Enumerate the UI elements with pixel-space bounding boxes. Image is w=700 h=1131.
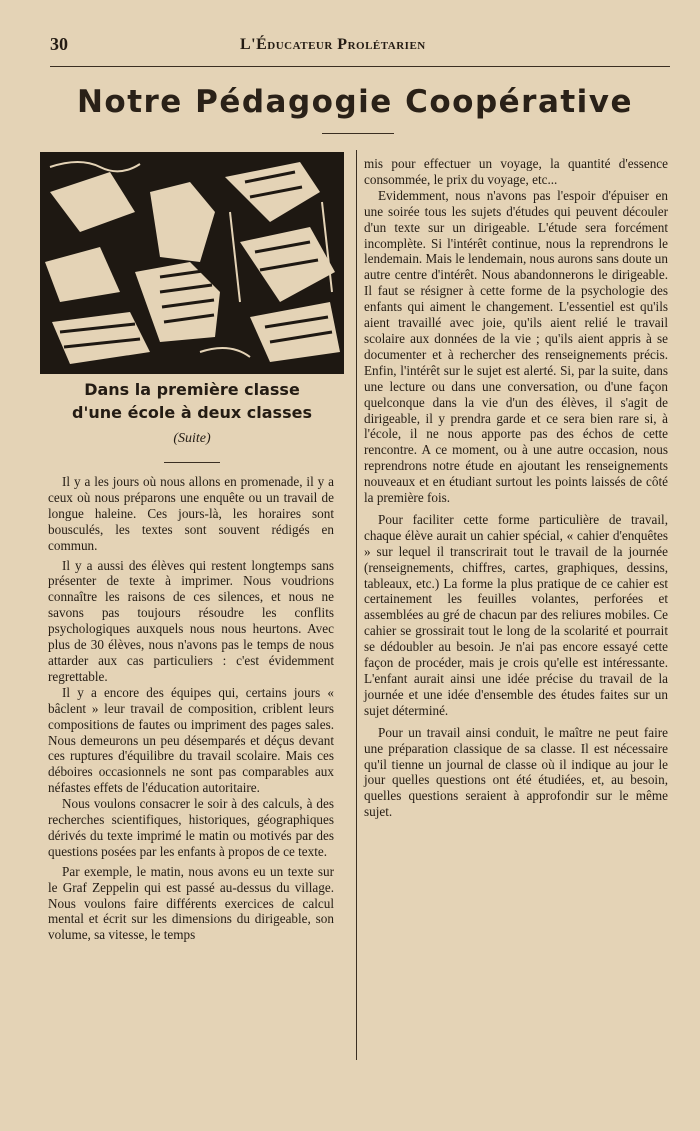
paragraph: Pour un travail ainsi conduit, le maître ne peut faire une préparation classique de sa classe. Il est nécessaire qu'il tienne un journal de classe où il indique au jour le jour quelles questions ont été étudiées, et, au besoin, quelles questions seraient à approfondir sur le même sujet. [364,724,668,820]
caption-line-1: Dans la première classe [84,380,300,399]
left-column [48,474,334,943]
paragraph: Par exemple, le matin, nous avons eu un texte sur le Graf Zeppelin qui est passé au-dessus du village. Nous voulons faire différents exercices de calcul mental et écrit sur les dimensions du dirigeable, son volume, sa vitesse, le temps [48,863,334,943]
illustration-caption [40,378,344,424]
caption-line-2: d'une école à deux classes [72,403,312,422]
paragraph: Evidemment, nous n'avons pas l'espoir d'épuiser en une soirée tous les sujets d'études qui peuvent découler d'un texte sur un dirigeable. L'étude sera forcément incomplète. Si l'intérêt continue, nous la reprendrons le lendemain. Mais le lendemain, nous aurons sans doute un autre centre d'intérêt. Nous abandonnerons le dirigeable. Il faut se résigner à cette forme de la psychologie des enfants qui aiment le changement. L'essentiel est qu'ils aient travaillé avec joie, qu'ils aient relié le travail scolaire aux données de la vie ; qu'ils aient appris à se documenter et à rechercher des renseignements précis. Enfin, l'intérêt sur le sujet est alerté. Si, par la suite, dans une lecture ou dans une conversation, ou d'une façon quelconque dans la vie d'un des élèves, il s'agit de dirigeable, il y prendra garde et ce sera bien rare si, à l'école, il ne nous apporte pas des échos de cette rencontre. A ce moment, ou à une autre occasion, nous reprendrons notre étude en ajoutant les renseignements nouveaux et en étudiant surtout les points laissés de côté la première fois. [364,187,668,506]
article-title: Notre Pédagogie Coopérative [76,84,634,120]
column-divider [356,150,357,1060]
title-rule [322,133,394,134]
paragraph: Nous voulons consacrer le soir à des calculs, à des recherches scientifiques, historiques, géographiques dérivés du texte imprimé le matin ou motivés par des questions posées par les enfants à propos de ce texte. [48,796,334,859]
woodcut-illustration [40,152,344,374]
page-number: 30 [50,34,68,54]
paragraph: mis pour effectuer un voyage, la quantité d'essence consommée, le prix du voyage, etc... [364,156,668,187]
paragraph: Il y a aussi des élèves qui restent longtemps sans présenter de texte à imprimer. Nous voudrions connaître les raisons de ces silences, et nous ne savons pas toujours résoudre les conflits psychologiques auxquels nous nous heurtons. Avec plus de 30 élèves, nous n'avons pas le temps de nous attarder aux cas particuliers : c'est évidemment regrettable. [48,557,334,684]
header-rule [50,66,670,67]
paragraph: Il y a les jours où nous allons en promenade, il y a ceux où nous préparons une enquête ou un travail de longue haleine. Ces jours-là, les horaires sont bousculés, les textes sont souvent rédigés en commun. [48,474,334,553]
paragraph: Pour faciliter cette forme particulière de travail, chaque élève aurait un cahier spécial, « cahier d'enquêtes » sur lequel il transcrirait tout le travail de la journée (renseignements, chiffres, cartes, graphiques, dessins, tableaux, etc.) La forme la plus pratique de ce cahier est certainement les feuilles volantes, perforées et assemblées au gré de chacun par des reliures mobiles. Ce cahier se grossirait tout le long de la scolarité et pourrait se dédoubler au besoin. Je n'ai pas encore essayé cette façon de procéder, mais je crois qu'elle est intéressante. L'enfant aurait ainsi une idée précise du travail de la journée et une idée d'ensemble des études faites sur un sujet déterminé. [364,511,668,718]
suite-label: (Suite) [173,431,211,446]
paragraph: Il y a encore des équipes qui, certains jours « bâclent » leur travail de composition, criblent leurs compositions de fautes ou impriment des pages sales. Nous demeurons un peu désemparés et déçus devant ces ruptures d'équilibre du travail scolaire. Mais ces déboires occasionnels ne sont pas comparables aux néfastes effets de l'éducation autoritaire. [48,684,334,796]
caption-rule [164,462,220,463]
right-column [364,156,668,820]
running-head: L'Éducateur Prolétarien [240,36,426,53]
